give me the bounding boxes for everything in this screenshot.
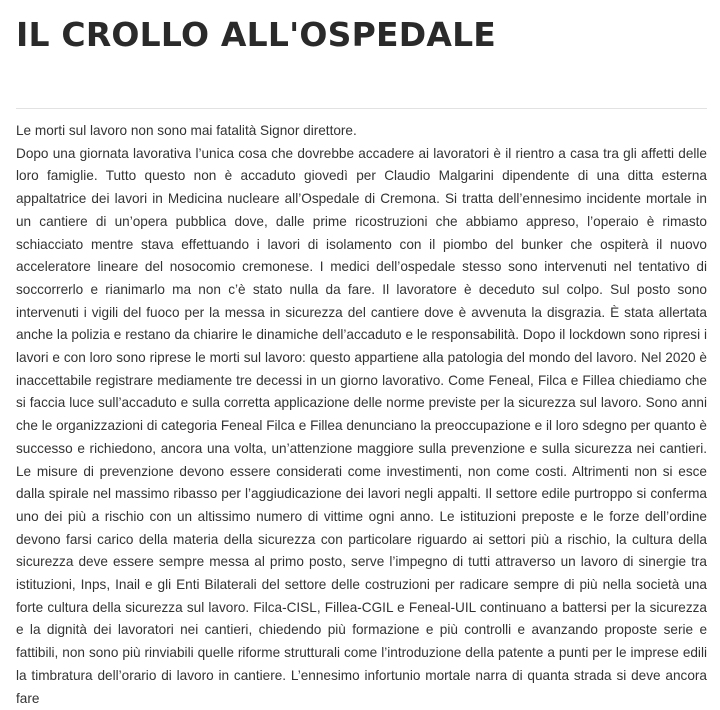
title-divider — [16, 108, 707, 109]
article-paragraph: Dopo una giornata lavorativa l’unica cosa che dovrebbe accadere ai lavoratori è il rientro a casa tra gli affetti delle loro famiglie. Tutto questo non è accaduto giovedì per Claudio Malgarini dipendente di una ditta esterna appaltatrice dei lavori in Medicina nucleare all’Ospedale di Cremona. Si tratta dell’ennesimo incidente mortale in un cantiere di un’opera pubblica dove, dalle prime ricostruzioni che abbiamo appreso, l’operaio è rimasto schiacciato mentre stava effettuando i lavori di isolamento con il piombo del bunker che ospiterà il nuovo acceleratore lineare del nosocomio cremonese. I medici dell’ospedale stesso sono intervenuti nel tentativo di soccorrerlo e rianimarlo ma non c’è stato nulla da fare. Il lavoratore è deceduto sul colpo. Sul posto sono intervenuti i vigili del fuoco per la messa in sicurezza del cantiere dove è avvenuta la disgrazia. È stata allertata anche la polizia e restano da chiarire le dinamiche dell’accaduto e le responsabilità. Dopo il lockdown sono ripresi i lavori e con loro sono riprese le morti sul lavoro: questo appartiene alla patologia del mondo del lavoro. Nel 2020 è inaccettabile registrare mediamente tre decessi in un giorno lavorativo. Come Feneal, Filca e Fillea chiediamo che si faccia luce sull’accaduto e sulla corretta applicazione delle norme previste per la sicurezza sul lavoro. Sono anni che le organizzazioni di categoria Feneal Filca e Fillea denunciano la preoccupazione e il loro sdegno per quanto è successo e richiedono, ancora una volta, un’attenzione maggiore sulla prevenzione e sulla sicurezza nei cantieri. Le misure di prevenzione devono essere considerati come investimenti, non come costi. Altrimenti non si esce dalla spirale nel massimo ribasso per l’aggiudicazione dei lavori negli appalti. Il settore edile purtroppo si conferma uno dei più a rischio con un altissimo numero di vittime ogni anno. Le istituzioni preposte e le forze dell’ordine devono farsi carico della materia della sicurezza con particolare riguardo ai settori più a rischio, la cultura della sicurezza deve essere sempre messa al primo posto, serve l’impegno di tutti attraverso un lavoro di sinergie tra istituzioni, Inps, Inail e gli Enti Bilaterali del settore delle costruzioni per radicare sempre di più nella società una forte cultura della sicurezza sul lavoro. Filca-CISL, Fillea-CGIL e Feneal-UIL continuano a battersi per la sicurezza e la dignità dei lavoratori nei cantieri, chiedendo più formazione e più controlli e avanzando proposte serie e fattibili, non sono più rinviabili quelle riforme strutturali come l’introduzione della patente a punti per le imprese edili la timbratura dell’orario di lavoro in cantiere. L’ennesimo infortunio mortale narra di quanta strada si deve ancora fare — [16, 145, 707, 706]
article — [16, 0, 707, 710]
article-body — [16, 120, 707, 710]
article-intro: Le morti sul lavoro non sono mai fatalità Signor direttore. — [16, 123, 357, 138]
article-title: IL CROLLO ALL'OSPEDALE — [16, 15, 497, 54]
